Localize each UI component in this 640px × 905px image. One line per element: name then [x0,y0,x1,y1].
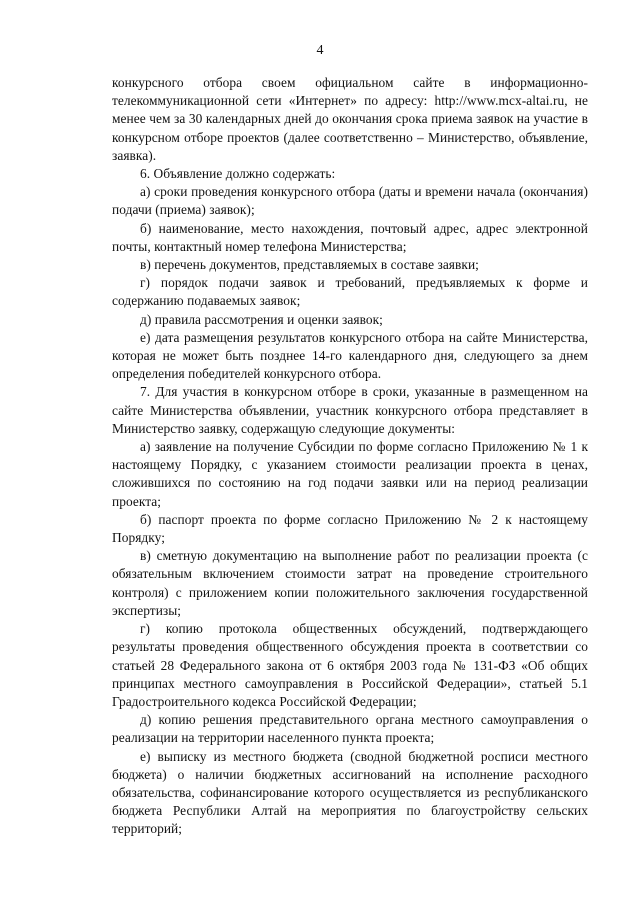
page-number: 4 [316,43,324,58]
paragraph-6g: г) порядок подачи заявок и требований, предъявляемых к форме и содержанию подаваемых заявок; [112,275,588,309]
paragraph-6e: е) дата размещения результатов конкурсного отбора на сайте Министерства, которая не может быть позднее 14-го календарного дня, следующего за днем определения победителей конкурсного отбора. [112,329,588,382]
paragraph-6b: б) наименование, место нахождения, почтовый адрес, адрес электронной почты, контактный номер телефона Министерства; [112,220,588,254]
paragraph-continuation: конкурсного отбора своем официальном сайте в информационно-телекоммуникационной сети «Интернет» по адресу: http://www.mcx-altai.ru, не менее чем за 30 календарных дней до окончания срока приема заявок на участие в конкурсном отборе проектов (далее соответственно – Министерство, объявление, заявка). [112,75,588,163]
paragraph-6v: в) перечень документов, представляемых в составе заявки; [140,257,479,273]
paragraph-section-6: 6. Объявление должно содержать: [140,166,336,182]
paragraph-7a: а) заявление на получение Субсидии по форме согласно Приложению № 1 к настоящему Порядку, с указанием стоимости реализации проекта в ценах, сложившихся по состоянию на год подачи заявки или на период реализации проекта; [112,439,588,509]
paragraph-6d: д) правила рассмотрения и оценки заявок; [140,311,383,327]
paragraph-6a: а) сроки проведения конкурсного отбора (даты и времени начала (окончания) подачи (приема) заявок); [112,184,588,218]
paragraph-7e: е) выписку из местного бюджета (сводной бюджетной росписи местного бюджета) о наличии бюджетных ассигнований на исполнение расходного обязательства, софинансирование которого осуществляется из республиканского бюджета Республики Алтай на мероприятия по благоустройству сельских территорий; [112,748,588,837]
paragraph-7d: д) копию решения представительного органа местного самоуправления о реализации на территории населенного пункта проекта; [112,712,588,746]
paragraph-7b: б) паспорт проекта по форме согласно Приложению № 2 к настоящему Порядку; [112,511,588,546]
document-body [112,74,588,839]
paragraph-section-7: 7. Для участия в конкурсном отборе в сроки, указанные в размещенном на сайте Министерства объявлении, участник конкурсного отбора представляет в Министерство заявку, содержащую следующие документы: [112,384,588,436]
paragraph-7g: г) копию протокола общественных обсуждений, подтверждающего результаты проведения общественного обсуждения проекта в соответствии со статьей 28 Федерального закона от 6 октября 2003 года № 131-ФЗ «Об общих принципах местного самоуправления в Российской Федерации», статьей 5.1 Градостроительного кодекса Российской Федерации; [112,621,588,709]
paragraph-7v: в) сметную документацию на выполнение работ по реализации проекта (с обязательным включением стоимости затрат на проведение строительного контроля) с приложением копии положительного заключения государственной экспертизы; [112,548,588,618]
